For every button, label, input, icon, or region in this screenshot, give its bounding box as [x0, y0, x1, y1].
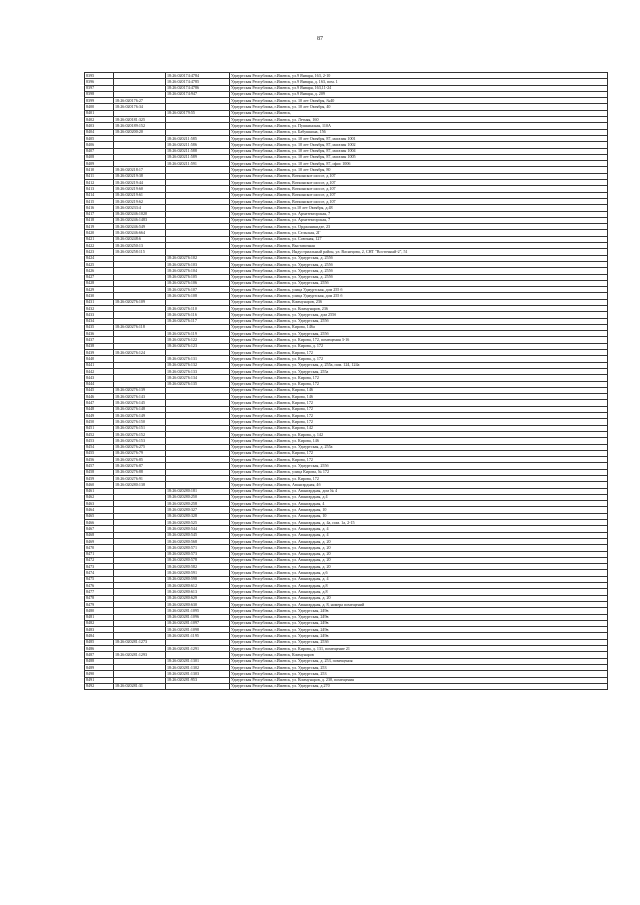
address: Удмуртская Республика, г.Ижевск, ул. Кирова, 172 [230, 375, 608, 381]
address: Удмуртская Республика, г.Ижевск, Кирова, 172 [230, 450, 608, 456]
address: Удмуртская Республика, г.Ижевск, ул. 10 лет Октября, №40 [230, 98, 608, 104]
row-number: 8421 [85, 236, 114, 242]
address: Удмуртская Республика, г.Ижевск, ул.9 Января, д. 163, пом. 1 [230, 79, 608, 85]
address: Удмуртская Республика, г.Ижевск, ул. Кирова, 172, помещения 3-16 [230, 337, 608, 343]
row-number: 8462 [85, 494, 114, 500]
cadastral-number-premises [166, 683, 230, 689]
address: Удмуртская Республика, г.Ижевск, Воткинское шоссе, д.107 [230, 186, 608, 192]
address: Удмуртская Республика, г.Ижевск, ул. Авангардная, 10 [230, 507, 608, 513]
page-number: 87 [317, 36, 323, 42]
row-number: 8491 [85, 677, 114, 683]
address: Удмуртская Республика, г.Ижевск, ул. 10 лет Октября, 87, офис 1006 [230, 161, 608, 167]
cadastral-number-land: 18:26:020176:34 [114, 104, 166, 110]
cadastral-number-premises: 18:26:020276:133 [166, 368, 230, 374]
cadastral-number-premises: 18:26:020276:131 [166, 356, 230, 362]
address: Удмуртская Республика, г.Ижевск, ул. Авангардная, дом № 4 [230, 488, 608, 494]
row-number: 8408 [85, 154, 114, 160]
row-number: 8412 [85, 180, 114, 186]
row-number: 8400 [85, 104, 114, 110]
row-number: 8396 [85, 79, 114, 85]
cadastral-number-premises: 18:26:020276:103 [166, 261, 230, 267]
row-number: 8428 [85, 280, 114, 286]
row-number: 8417 [85, 211, 114, 217]
row-number: 8429 [85, 287, 114, 293]
row-number: 8452 [85, 431, 114, 437]
address: Удмуртская Республика, г.Ижевск, ул. Кирова, 146 [230, 438, 608, 444]
address: Удмуртская Республика, г.Ижевск, ул. Коммунаров, д. 230, помещения [230, 677, 608, 683]
address: Удмуртская Республика, г.Ижевск, ул. Удмуртская, 249в [230, 608, 608, 614]
cadastral-number-land: 18:26:020276:151 [114, 425, 166, 431]
address: Удмуртская Республика, г.Ижевск, ул. Удмуртская, 255б [230, 318, 608, 324]
row-number: 8405 [85, 135, 114, 141]
cadastral-number-land: 18:26:020250:13 [114, 243, 166, 249]
row-number: 8448 [85, 406, 114, 412]
address: Удмуртская Республика, г.Ижевск, ул.9 Января, д. 209 [230, 91, 608, 97]
cadastral-number-premises: 18:26:020280:545 [166, 532, 230, 538]
row-number: 8409 [85, 161, 114, 167]
cadastral-number-premises: 18:26:020276:104 [166, 268, 230, 274]
cadastral-number-land: 18:26:020200:20 [114, 129, 166, 135]
row-number: 8441 [85, 362, 114, 368]
address: Удмуртская Республика, г.Ижевск, ул. Архитекторская, 7 [230, 217, 608, 223]
cadastral-number-land: 18:26:020248:6 [114, 236, 166, 242]
cadastral-number-premises: 18:26:020281:1096 [166, 614, 230, 620]
address: Удмуртская Республика, г.Ижевск, ул. Авангардная, д. 4 [230, 532, 608, 538]
cadastral-number-land: 18:26:020276:139 [114, 387, 166, 393]
row-number: 8477 [85, 589, 114, 595]
address: Удмуртская Республика, г.Ижевск, ул. Авангардная, д. 4 [230, 526, 608, 532]
address: Удмуртская Республика, г.Ижевск, ул.10 лет Октября, д.48 [230, 205, 608, 211]
row-number: 8418 [85, 217, 114, 223]
row-number: 8404 [85, 129, 114, 135]
cadastral-number-premises: 18:26:020179:55 [166, 110, 230, 116]
address: Удмуртская Республика, г.Ижевск, Кирова, 146 [230, 394, 608, 400]
address: Удмуртская Республика, г.Ижевск, ул. Удмуртская, д. 255а, пом. 124, 124а [230, 362, 608, 368]
cadastral-number-premises: 18:26:020280:591 [166, 570, 230, 576]
cadastral-number-land: 18:26:020219:38 [114, 173, 166, 179]
row-number: 8471 [85, 551, 114, 557]
cadastral-number-land: 18:26:020258:115 [114, 249, 166, 255]
address: Удмуртская Республика, г.Ижевск, ул. Удмуртская, 253 [230, 664, 608, 670]
address: Удмуртская Республика, г.Ижевск, ул. Удмуртская, д. 255б [230, 274, 608, 280]
row-number: 8436 [85, 331, 114, 337]
row-number: 8475 [85, 576, 114, 582]
cadastral-number-premises: 18:26:020280:629 [166, 595, 230, 601]
row-number: 8415 [85, 198, 114, 204]
cadastral-number-premises: 18:26:020280:544 [166, 526, 230, 532]
cadastral-number-premises: 18:26:020281:1301 [166, 658, 230, 664]
row-number: 8447 [85, 400, 114, 406]
address: Удмуртская Республика, г.Ижевск, ул. Кирова, д. 142 [230, 431, 608, 437]
address: Удмуртская Республика, г.Ижевск, ул.9 Января, 163,11-24 [230, 85, 608, 91]
address: Удмуртская Республика, г.Ижевск, Индустриальный район, ул. Васнецова, 2, СНТ "Восточный-2", 51 [230, 249, 608, 255]
row-number: 8401 [85, 110, 114, 116]
cadastral-number-premises: 18:26:020276:135 [166, 381, 230, 387]
address: Удмуртская Республика, г.Ижевск, Кирова, 142 [230, 425, 608, 431]
address: Удмуртская Республика, г.Ижевск, ул. Авангардная, д.4 [230, 494, 608, 500]
address: Удмуртская Республика, г.Ижевск, Кирова, 146 [230, 387, 608, 393]
address: Удмуртская Республика, г.Ижевск, ул. Пушкинская, 110А [230, 123, 608, 129]
address: Удмуртская Республика, г.Ижевск, ул. Удмуртская, 253б [230, 639, 608, 645]
cadastral-number-premises: 18:26:020281:1195 [166, 633, 230, 639]
cadastral-number-land: 18:26:020276:124 [114, 350, 166, 356]
cadastral-number-premises: 18:26:020211:591 [166, 161, 230, 167]
address: Удмуртская Республика, г.Ижевск, ул. Удмуртская, 255б [230, 331, 608, 337]
row-number: 8483 [85, 627, 114, 633]
address: Удмуртская Республика, г.Ижевск, Коммунаров, 236 [230, 299, 608, 305]
cadastral-number-land: 18:26:020189:152 [114, 123, 166, 129]
row-number: 8442 [85, 368, 114, 374]
cadastral-number-premises: 18:26:020280:571 [166, 545, 230, 551]
address: Удмуртская Республика, г.Ижевск, ул. Архитекторская, 7 [230, 211, 608, 217]
cadastral-number-land: 18:26:020276:143 [114, 394, 166, 400]
address: Удмуртская Республика, г.Ижевск, ул. Удмуртская, 249в [230, 633, 608, 639]
row-number: 8456 [85, 457, 114, 463]
address: Удмуртская Республика, г.Ижевск, ул.9 Января, 163, 2-10 [230, 73, 608, 79]
address: Удмуртская Республика, г.Ижевск, ул. 10 лет Октября, 87, магазин 1005 [230, 154, 608, 160]
cadastral-number-premises: 18:26:020280:582 [166, 564, 230, 570]
cadastral-number-premises: 18:26:020276:102 [166, 255, 230, 261]
row-number: 8445 [85, 387, 114, 393]
cadastral-number-land: 18:26:020276:87 [114, 463, 166, 469]
row-number: 8453 [85, 438, 114, 444]
row-number: 8457 [85, 463, 114, 469]
row-number: 8399 [85, 98, 114, 104]
row-number: 8432 [85, 305, 114, 311]
row-number: 8395 [85, 73, 114, 79]
row-number: 8484 [85, 633, 114, 639]
row-number: 8410 [85, 167, 114, 173]
address: Удмуртская Республика, г.Ижевск, ул. Авангардная, д.6 [230, 570, 608, 576]
table-row [85, 683, 608, 689]
row-number: 8492 [85, 683, 114, 689]
cadastral-number-premises: 18:26:020276:119 [166, 331, 230, 337]
cadastral-number-land: 18:26:020246:1483 [114, 217, 166, 223]
cadastral-number-land: 18:26:020219:44 [114, 180, 166, 186]
row-number: 8469 [85, 538, 114, 544]
cadastral-number-premises: 18:26:020280:598 [166, 576, 230, 582]
cadastral-number-premises: 18:26:020280:578 [166, 557, 230, 563]
row-number: 8423 [85, 249, 114, 255]
address: Удмуртская Республика, г.Ижевск, ул. Авангардная, д.8 [230, 589, 608, 595]
cadastral-number-premises: 18:26:020276:107 [166, 287, 230, 293]
address: Удмуртская Республика, г.Ижевск, ул. Удмуртская, д. 255б [230, 255, 608, 261]
cadastral-number-premises: 18:26:020281:1098 [166, 627, 230, 633]
address: Удмуртская Республика, г.Ижевск, ул. Авангардная, д. 20 [230, 595, 608, 601]
row-number: 8481 [85, 614, 114, 620]
row-number: 8466 [85, 520, 114, 526]
address: Удмуртская Республика, г.Ижевск, ул. Кирова, д. 131, помещение 21 [230, 646, 608, 652]
cadastral-number-land: 18:26:020276:91 [114, 476, 166, 482]
cadastral-number-premises: 18:26:020280:250 [166, 494, 230, 500]
row-number: 8476 [85, 583, 114, 589]
registry-table [84, 72, 608, 690]
row-number: 8403 [85, 123, 114, 129]
cadastral-number-premises: 18:26:020281:1291 [166, 646, 230, 652]
address: Удмуртская Республика, г.Ижевск, ул. Союзная, 127 [230, 236, 608, 242]
cadastral-number-land: 18:26:020276:149 [114, 413, 166, 419]
cadastral-number-premises: 18:26:020280:630 [166, 601, 230, 607]
row-number: 8444 [85, 381, 114, 387]
row-number: 8427 [85, 274, 114, 280]
address: Удмуртская Республика, г.Ижевск, ул. 10 лет Октября, 40 [230, 104, 608, 110]
address: Удмуртская Республика, г.Ижевск, Кирова, 172 [230, 413, 608, 419]
cadastral-number-land: 18:26:020276:109 [114, 299, 166, 305]
address: Удмуртская Республика, г.Ижевск, ул. Бабушкина, 156 [230, 129, 608, 135]
address: Удмуртская Республика, г.Ижевск, ул. Орджоникидзе, 23 [230, 224, 608, 230]
cadastral-number-premises: 18:26:020276:123 [166, 343, 230, 349]
cadastral-number-premises: 18:26:020276:116 [166, 312, 230, 318]
address: Удмуртская Республика, г.Ижевск, ул. Удмуртская, дом 255б [230, 312, 608, 318]
cadastral-number-premises: 18:26:020280:613 [166, 589, 230, 595]
address: Удмуртская Республика, г.Ижевск, Коммунаров [230, 652, 608, 658]
row-number: 8435 [85, 324, 114, 330]
address: Удмуртская Республика, г.Ижевск, Кирова, 172 [230, 406, 608, 412]
cadastral-number-premises: 18:26:020281:1097 [166, 620, 230, 626]
row-number: 8419 [85, 224, 114, 230]
address: Удмуртская Республика, г.Ижевск, ул. Авангардная, 10 [230, 513, 608, 519]
cadastral-number-premises: 18:26:020281:953 [166, 677, 230, 683]
row-number: 8482 [85, 620, 114, 626]
row-number: 8450 [85, 419, 114, 425]
cadastral-number-premises: 18:26:020280:612 [166, 583, 230, 589]
cadastral-number-land: 18:26:020281:1293 [114, 652, 166, 658]
row-number: 8420 [85, 230, 114, 236]
address: Удмуртская Республика, г.Ижевск, ул. Удмуртская, 253 [230, 671, 608, 677]
cadastral-number-land: 18:26:020281:31 [114, 683, 166, 689]
address: Удмуртская Республика, г.Ижевск, ул. Летняя, 160 [230, 117, 608, 123]
address: Удмуртская Республика, г.Ижевск, ул. Коммунаров, 236 [230, 305, 608, 311]
address: Удмуртская Республика, г.Ижевск, ул. Удмуртская, д. 255а [230, 444, 608, 450]
row-number: 8465 [85, 513, 114, 519]
address: Удмуртская Республика, г.Ижевск, ул. Сельская, 2Г [230, 230, 608, 236]
address: Удмуртская Республика, г.Ижевск, ул. Удмуртская, 249в [230, 627, 608, 633]
row-number: 8406 [85, 142, 114, 148]
cadastral-number-premises: 18:26:020276:132 [166, 362, 230, 368]
address: Удмуртская Республика, г.Ижевск, ул. Авангардная, 4 [230, 501, 608, 507]
row-number: 8446 [85, 394, 114, 400]
cadastral-number-premises: 18:26:020281:1303 [166, 671, 230, 677]
row-number: 8439 [85, 350, 114, 356]
address: Удмуртская Республика, г.Ижевск, Авангардная, 4б [230, 482, 608, 488]
row-number: 8472 [85, 557, 114, 563]
address: Удмуртская Республика, г.Ижевск, Кирова, 172 [230, 419, 608, 425]
address: Удмуртская Республика, г.Ижевск, ул. Авангардная, д. 4 [230, 576, 608, 582]
cadastral-number-land: 18:26:020276:275 [114, 444, 166, 450]
cadastral-number-premises: 18:26:020211:585 [166, 135, 230, 141]
row-number: 8458 [85, 469, 114, 475]
row-number: 8426 [85, 268, 114, 274]
cadastral-number-premises: 18:26:020276:108 [166, 293, 230, 299]
row-number: 8467 [85, 526, 114, 532]
row-number: 8459 [85, 476, 114, 482]
cadastral-number-premises: 18:26:020211:588 [166, 148, 230, 154]
row-number: 8470 [85, 545, 114, 551]
address: Удмуртская Республика, г.Ижевск, Воткинское шоссе, д.107 [230, 192, 608, 198]
row-number: 8422 [85, 243, 114, 249]
cadastral-number-premises: 18:26:020281:1302 [166, 664, 230, 670]
cadastral-number-premises: 18:26:020280:568 [166, 538, 230, 544]
row-number: 8486 [85, 646, 114, 652]
cadastral-number-premises: 18:26:020280:328 [166, 513, 230, 519]
cadastral-number-land: 18:26:020181:325 [114, 117, 166, 123]
address: Удмуртская Республика, г.Ижевск, улица Кирова, № 172 [230, 469, 608, 475]
row-number: 8463 [85, 501, 114, 507]
cadastral-number-premises: 18:26:020280:327 [166, 507, 230, 513]
address: Удмуртская Республика, г.Ижевск, ул. Авангардная, д. 8, номера помещений [230, 601, 608, 607]
address: Удмуртская Республика, г.Ижевск, ул. Авангардная, д. 20 [230, 564, 608, 570]
row-number: 8434 [85, 318, 114, 324]
address: Удмуртская Республика, г.Ижевск, ул. 10 лет Октября, 87, магазин 1001 [230, 135, 608, 141]
address: Удмуртская Республика, г.Ижевск, ул. Кирова, д. 172 [230, 343, 608, 349]
cadastral-number-premises: 18:26:020211:586 [166, 142, 230, 148]
row-number: 8474 [85, 570, 114, 576]
address: Удмуртская Республика, г.Ижевск, ул. Авангардная, д. 20 [230, 557, 608, 563]
row-number: 8468 [85, 532, 114, 538]
row-number: 8487 [85, 652, 114, 658]
address: Удмуртская Республика, г.Ижевск, ул. Удмуртская, 255б [230, 463, 608, 469]
cadastral-number-premises: 18:26:020276:122 [166, 337, 230, 343]
row-number: 8431 [85, 299, 114, 305]
address: Удмуртская Республика, г.Ижевск, ул. 10 лет Октября, 87, магазин 1002 [230, 142, 608, 148]
address: Удмуртская Республика, г.Ижевск, ул. Удмуртская, 255а [230, 368, 608, 374]
cadastral-number-premises: 18:26:020174:4784 [166, 73, 230, 79]
cadastral-number-land: 18:26:020219:60 [114, 186, 166, 192]
address: Удмуртская Республика, г.Ижевск, улица Удмуртская, дом 255 б [230, 293, 608, 299]
row-number: 8488 [85, 658, 114, 664]
address: Удмуртская Республика, г.Ижевск, Кирова, 172 [230, 350, 608, 356]
row-number: 8407 [85, 148, 114, 154]
address: Удмуртская Республика, г.Ижевск, ул. Удмуртская, 249в [230, 614, 608, 620]
cadastral-number-premises: 18:26:020174:4785 [166, 79, 230, 85]
address: Удмуртская Республика, г.Ижевск, Воткинское шоссе, д.107 [230, 198, 608, 204]
row-number: 8485 [85, 639, 114, 645]
cadastral-number-premises: 18:26:020281:1095 [166, 608, 230, 614]
cadastral-number-land: 18:26:020246:1020 [114, 211, 166, 217]
row-number: 8455 [85, 450, 114, 456]
address: Удмуртская Республика, г.Ижевск, ул. Удмуртская, д. 253, помещения [230, 658, 608, 664]
row-number: 8489 [85, 664, 114, 670]
address: Удмуртская Республика, г.Ижевск, Кирова, 172 [230, 457, 608, 463]
row-number: 8411 [85, 173, 114, 179]
address: Удмуртская Республика, г.Ижевск, ул. Авангардная, д.8 [230, 583, 608, 589]
row-number: 8473 [85, 564, 114, 570]
address: Удмуртская Республика, г.Ижевск, ул. Удмуртская, д.270 [230, 683, 608, 689]
cadastral-number-land: 18:26:020276:79 [114, 450, 166, 456]
cadastral-number-premises: 18:26:020174:4786 [166, 85, 230, 91]
cadastral-number-land: 18:26:020176:27 [114, 98, 166, 104]
address: Удмуртская Республика, г.Ижевск, Воткинское шоссе, д.107 [230, 180, 608, 186]
row-number: 8440 [85, 356, 114, 362]
address: Удмуртская Республика, г.Ижевск, ул. Удмуртская, 255б [230, 280, 608, 286]
cadastral-number-land: 18:26:020219:61 [114, 192, 166, 198]
address: Удмуртская Республика, г.Ижевск, Кирова, 146а [230, 324, 608, 330]
row-number: 8478 [85, 595, 114, 601]
cadastral-number-land: 18:26:020219:62 [114, 198, 166, 204]
row-number: 8451 [85, 425, 114, 431]
cadastral-number-land: 18:26:020276:153 [114, 438, 166, 444]
cadastral-number-premises: 18:26:020276:110 [166, 305, 230, 311]
address: Удмуртская Республика, г.Ижевск, ул. Авангардная, д. 4а, пом. 1а, 2-15 [230, 520, 608, 526]
cadastral-number-premises: 18:26:020280:525 [166, 520, 230, 526]
address: Удмуртская Республика, г.Ижевск, ул. Авангардная, д. 20 [230, 538, 608, 544]
cadastral-number-land: 18:26:020280:138 [114, 482, 166, 488]
row-number: 8425 [85, 261, 114, 267]
row-number: 8416 [85, 205, 114, 211]
row-number: 8461 [85, 488, 114, 494]
address: Удмуртская Республика, г.Ижевск, ул. Кирова, 172 [230, 381, 608, 387]
row-number: 8424 [85, 255, 114, 261]
row-number: 8464 [85, 507, 114, 513]
cadastral-number-land: 18:26:020276:150 [114, 419, 166, 425]
cadastral-number-premises: 18:26:020174:947 [166, 91, 230, 97]
cadastral-number-land: 18:26:020281:1273 [114, 639, 166, 645]
cadastral-number-premises: 18:26:020211:589 [166, 154, 230, 160]
cadastral-number-land: 18:26:020276:85 [114, 457, 166, 463]
address: Удмуртская Республика, г.Ижевск, Воткинское шоссе, д.107 [230, 173, 608, 179]
row-number: 8397 [85, 85, 114, 91]
row-number: 8480 [85, 608, 114, 614]
address: Удмуртская Республика, г.Ижевск, ул. Удмуртская, д. 255б [230, 268, 608, 274]
row-number: 8490 [85, 671, 114, 677]
row-number: 8433 [85, 312, 114, 318]
address: Удмуртская Республика, г.Ижевск, ул. 10 лет Октября, 87, магазин 1004 [230, 148, 608, 154]
address: Удмуртская Республика, г.Ижевск, Выставочная [230, 243, 608, 249]
cadastral-number-land: 18:26:020233:4 [114, 205, 166, 211]
address: Удмуртская Республика, г.Ижевск, Кирова, 172 [230, 400, 608, 406]
row-number: 8398 [85, 91, 114, 97]
row-number: 8460 [85, 482, 114, 488]
address: Удмуртская Республика, г.Ижевск, ул. Удмуртская, 249в [230, 620, 608, 626]
cadastral-number-land: 18:26:020276:145 [114, 400, 166, 406]
address: Удмуртская Республика, г.Ижевск, ул. Кирова, д. 172 [230, 356, 608, 362]
cadastral-number-premises: 18:26:020276:117 [166, 318, 230, 324]
row-number: 8402 [85, 117, 114, 123]
cadastral-number-land: 18:26:020246:664 [114, 230, 166, 236]
row-number: 8479 [85, 601, 114, 607]
cadastral-number-land: 18:26:020276:118 [114, 324, 166, 330]
cadastral-number-land: 18:26:020276:148 [114, 406, 166, 412]
cadastral-number-land: 18:26:020276:152 [114, 431, 166, 437]
row-number: 8413 [85, 186, 114, 192]
row-number: 8449 [85, 413, 114, 419]
address: Удмуртская Республика, г.Ижевск, улица Удмуртская, дом 255 б [230, 287, 608, 293]
row-number: 8437 [85, 337, 114, 343]
cadastral-number-premises: 18:26:020276:106 [166, 280, 230, 286]
address: Удмуртская Республика, г.Ижевск, ул. Удмуртская, д. 255б [230, 261, 608, 267]
row-number: 8414 [85, 192, 114, 198]
row-number: 8454 [85, 444, 114, 450]
address: Удмуртская Республика, г.Ижевск, ул. Кирова, 172 [230, 476, 608, 482]
cadastral-number-premises: 18:26:020276:134 [166, 375, 230, 381]
cadastral-number-land: 18:26:020246:549 [114, 224, 166, 230]
cadastral-number-land: 18:26:020218:17 [114, 167, 166, 173]
row-number: 8430 [85, 293, 114, 299]
address: Удмуртская Республика, г.Ижевск, [230, 110, 608, 116]
row-number: 8443 [85, 375, 114, 381]
address: Удмуртская Республика, г.Ижевск, ул. Авангардная, д. 20 [230, 545, 608, 551]
cadastral-number-premises: 18:26:020280:573 [166, 551, 230, 557]
row-number: 8438 [85, 343, 114, 349]
cadastral-number-land: 18:26:020276:88 [114, 469, 166, 475]
cadastral-number-premises: 18:26:020280:181 [166, 488, 230, 494]
address: Удмуртская Республика, г.Ижевск, ул. Авангардная, д. 20 [230, 551, 608, 557]
address: Удмуртская Республика, г.Ижевск, ул. 10 лет Октября, 80 [230, 167, 608, 173]
cadastral-number-premises: 18:26:020276:105 [166, 274, 230, 280]
cadastral-number-premises: 18:26:020280:258 [166, 501, 230, 507]
